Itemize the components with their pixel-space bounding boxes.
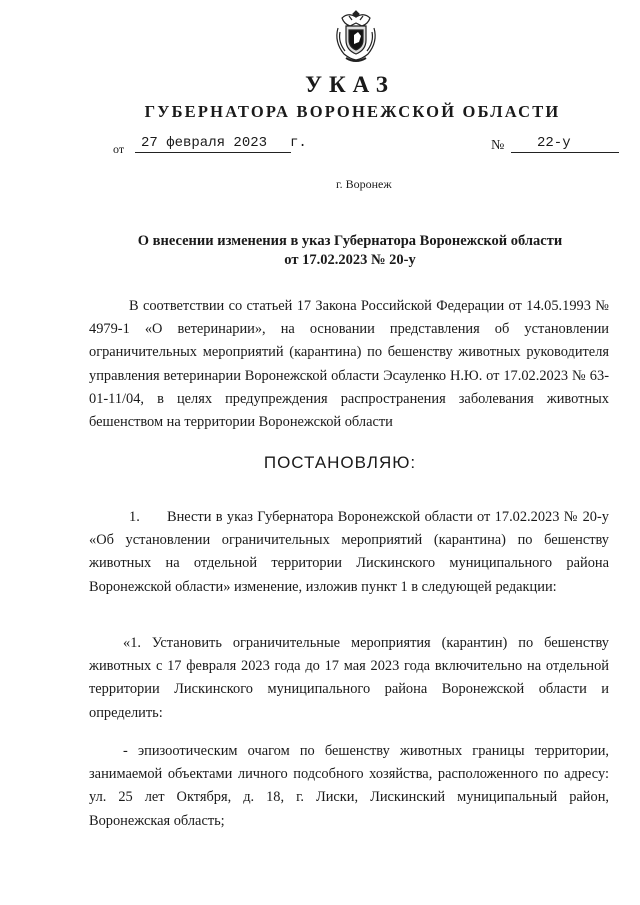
bullet-paragraph: [89, 740, 609, 833]
date-number-row: [113, 134, 623, 158]
number-label: №: [491, 138, 505, 153]
date-suffix: г.: [290, 135, 307, 151]
document-subject: [60, 232, 620, 270]
item-1-text: Внести в указ Губернатора Воронежской области от 17.02.2023 № 20-у «Об установлении ограничительных мероприятий (карантина) по бешенству животных на отдельной территории Лискинского муниципального района Воронежской области» изменение, изложив пункт 1 в следующей редакции:: [89, 509, 609, 595]
document-title: УКАЗ: [305, 72, 395, 97]
quoted-item-text: «1. Установить ограничительные мероприятия (карантин) по бешенству животных с 17 февраля 2023 года до 17 мая 2023 года включительно на отдельной территории Лискинского муниципального района Воронежской области и определить:: [89, 635, 609, 721]
bullet-text: - эпизоотическим очагом по бешенству животных границы территории, занимаемой объектами личного подсобного хозяйства, расположенного по адресу: ул. 25 лет Октября, д. 18, г. Лиски, Лискинский муниципальный район, Воронежская область;: [89, 743, 609, 829]
date-prefix: от: [113, 142, 125, 156]
document-number: 22-у: [511, 134, 619, 153]
document-date: 27 февраля 2023: [135, 134, 291, 153]
decree-word: ПОСТАНОВЛЯЮ:: [263, 453, 417, 472]
preamble-text: В соответствии со статьей 17 Закона Российской Федерации от 14.05.1993 № 4979-1 «О ветеринарии», на основании представления об установлении ограничительных мероприятий (карантина) по бешенству животных руководителя управления ветеринарии Воронежской области Эсауленко Н.Ю. от 17.02.2023 № 63-01-11/04, в целях предупреждения распространения заболевания животных бешенством на территории Воронежской области: [89, 298, 609, 431]
item-1-paragraph: [89, 506, 609, 599]
preamble-paragraph: [89, 295, 609, 434]
city-name: г. Воронеж: [336, 177, 392, 191]
item-1-number: 1.: [129, 509, 140, 525]
subject-line-1: О внесении изменения в указ Губернатора Воронежской области: [137, 233, 563, 249]
document-subtitle: ГУБЕРНАТОРА ВОРОНЕЖСКОЙ ОБЛАСТИ: [144, 102, 561, 121]
coat-of-arms-emblem: [332, 8, 380, 66]
subject-line-2: от 17.02.2023 № 20-у: [284, 252, 416, 268]
quoted-item-paragraph: [89, 632, 609, 725]
